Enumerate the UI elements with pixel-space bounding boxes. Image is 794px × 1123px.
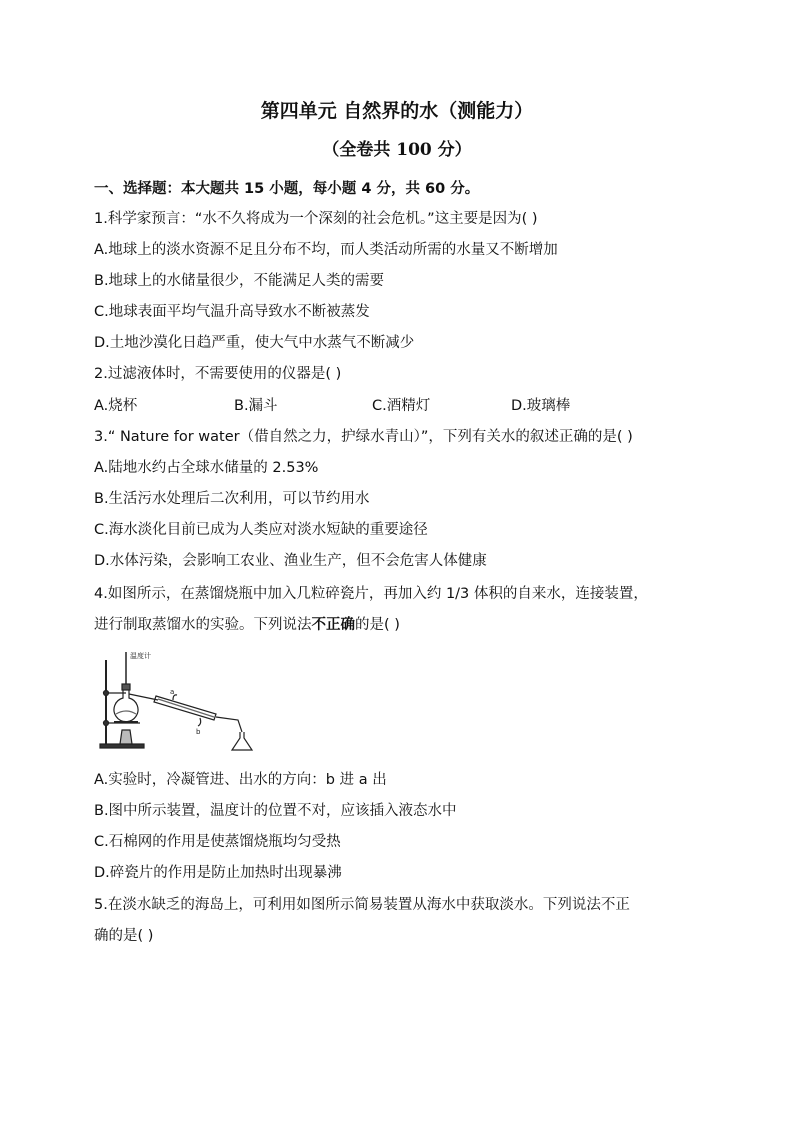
question-2-option-d: D.玻璃棒 [511, 398, 571, 414]
question-4-option-c: C.石棉网的作用是使蒸馏烧瓶均匀受热 [94, 834, 341, 850]
question-3-option-a: A.陆地水约占全球水储量的 2.53% [94, 460, 319, 476]
question-4-stem-line1: 4.如图所示，在蒸馏烧瓶中加入几粒碎瓷片，再加入约 1/3 体积的自来水，连接装置， [94, 586, 648, 602]
stem-emphasis: 不正确 [311, 617, 355, 633]
question-2-option-b: B.漏斗 [234, 398, 278, 414]
label-b: b [196, 728, 201, 736]
question-5-stem-line1: 5.在淡水缺乏的海岛上，可利用如图所示简易装置从海水中获取淡水。下列说法不正 [94, 897, 630, 913]
question-2-stem: 2.过滤液体时，不需要使用的仪器是( ) [94, 366, 342, 382]
thermometer-label: 温度计 [130, 652, 151, 660]
stem-text: 的是( ) [355, 617, 400, 633]
question-3-stem: 3.“ Nature for water（借自然之力，护绿水青山）”，下列有关水的叙述正确的是( ) [94, 429, 633, 445]
question-4-stem-line2 [94, 613, 400, 634]
question-2-option-c: C.酒精灯 [372, 398, 431, 414]
question-1-option-c: C.地球表面平均气温升高导致水不断被蒸发 [94, 304, 370, 320]
question-5-stem-line2: 确的是( ) [94, 928, 154, 944]
question-2-option-a: A.烧杯 [94, 398, 138, 414]
question-4-option-d: D.碎瓷片的作用是防止加热时出现暴沸 [94, 865, 342, 881]
question-1-stem: 1.科学家预言：“水不久将成为一个深刻的社会危机。”这主要是因为( ) [94, 211, 538, 227]
question-4-option-a: A.实验时，冷凝管进、出水的方向：b 进 a 出 [94, 772, 387, 788]
label-a: a [170, 688, 175, 696]
page-subtitle: （全卷共 100 分） [322, 140, 472, 160]
question-3-option-c: C.海水淡化目前已成为人类应对淡水短缺的重要途径 [94, 522, 428, 538]
question-3-option-b: B.生活污水处理后二次利用，可以节约用水 [94, 491, 370, 507]
distillation-apparatus-figure [96, 648, 256, 752]
question-3-option-d: D.水体污染，会影响工农业、渔业生产，但不会危害人体健康 [94, 553, 487, 569]
question-1-option-b: B.地球上的水储量很少，不能满足人类的需要 [94, 273, 385, 289]
question-4-option-b: B.图中所示装置，温度计的位置不对，应该插入液态水中 [94, 803, 457, 819]
stem-text: 进行制取蒸馏水的实验。下列说法 [94, 617, 312, 633]
question-1-option-d: D.土地沙漠化日趋严重，使大气中水蒸气不断减少 [94, 335, 415, 351]
section-heading: 一、选择题：本大题共 15 小题，每小题 4 分，共 60 分。 [94, 181, 480, 197]
question-1-option-a: A.地球上的淡水资源不足且分布不均，而人类活动所需的水量又不断增加 [94, 242, 558, 258]
page-title: 第四单元 自然界的水（测能力） [260, 100, 534, 122]
